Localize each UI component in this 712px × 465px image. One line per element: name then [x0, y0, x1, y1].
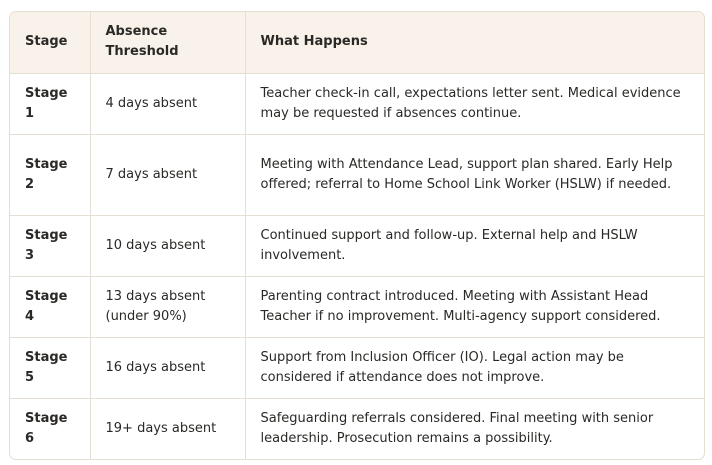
table-row	[10, 73, 704, 134]
table-header	[10, 12, 704, 73]
attendance-stages-table	[9, 11, 705, 460]
table-body	[10, 73, 704, 459]
what-happens-cell: Continued support and follow-up. External help and HSLW involvement.	[245, 215, 704, 276]
table-row	[10, 398, 704, 459]
threshold-cell: 10 days absent	[90, 215, 245, 276]
table-row	[10, 215, 704, 276]
threshold-cell: 7 days absent	[90, 134, 245, 215]
threshold-cell: 13 days absent (under 90%)	[90, 276, 245, 337]
stage-cell: Stage 3	[10, 215, 90, 276]
header-what-happens: What Happens	[245, 12, 704, 73]
threshold-cell: 4 days absent	[90, 73, 245, 134]
table-row	[10, 134, 704, 215]
stage-cell: Stage 6	[10, 398, 90, 459]
what-happens-cell: Support from Inclusion Officer (IO). Legal action may be considered if attendance does not improve.	[245, 337, 704, 398]
stage-cell: Stage 5	[10, 337, 90, 398]
table-row	[10, 337, 704, 398]
header-row	[10, 12, 704, 73]
threshold-cell: 19+ days absent	[90, 398, 245, 459]
what-happens-cell: Meeting with Attendance Lead, support plan shared. Early Help offered; referral to Home School Link Worker (HSLW) if needed.	[245, 134, 704, 215]
what-happens-cell: Parenting contract introduced. Meeting with Assistant Head Teacher if no improvement. Multi-agency support considered.	[245, 276, 704, 337]
what-happens-cell: Teacher check-in call, expectations letter sent. Medical evidence may be requested if absences continue.	[245, 73, 704, 134]
stage-cell: Stage 2	[10, 134, 90, 215]
table-row	[10, 276, 704, 337]
attendance-table	[10, 12, 704, 459]
stage-cell: Stage 1	[10, 73, 90, 134]
threshold-cell: 16 days absent	[90, 337, 245, 398]
what-happens-cell: Safeguarding referrals considered. Final meeting with senior leadership. Prosecution remains a possibility.	[260, 410, 654, 446]
header-threshold: Absence Threshold	[90, 12, 245, 73]
stage-cell: Stage 4	[10, 276, 90, 337]
header-stage: Stage	[10, 12, 90, 73]
